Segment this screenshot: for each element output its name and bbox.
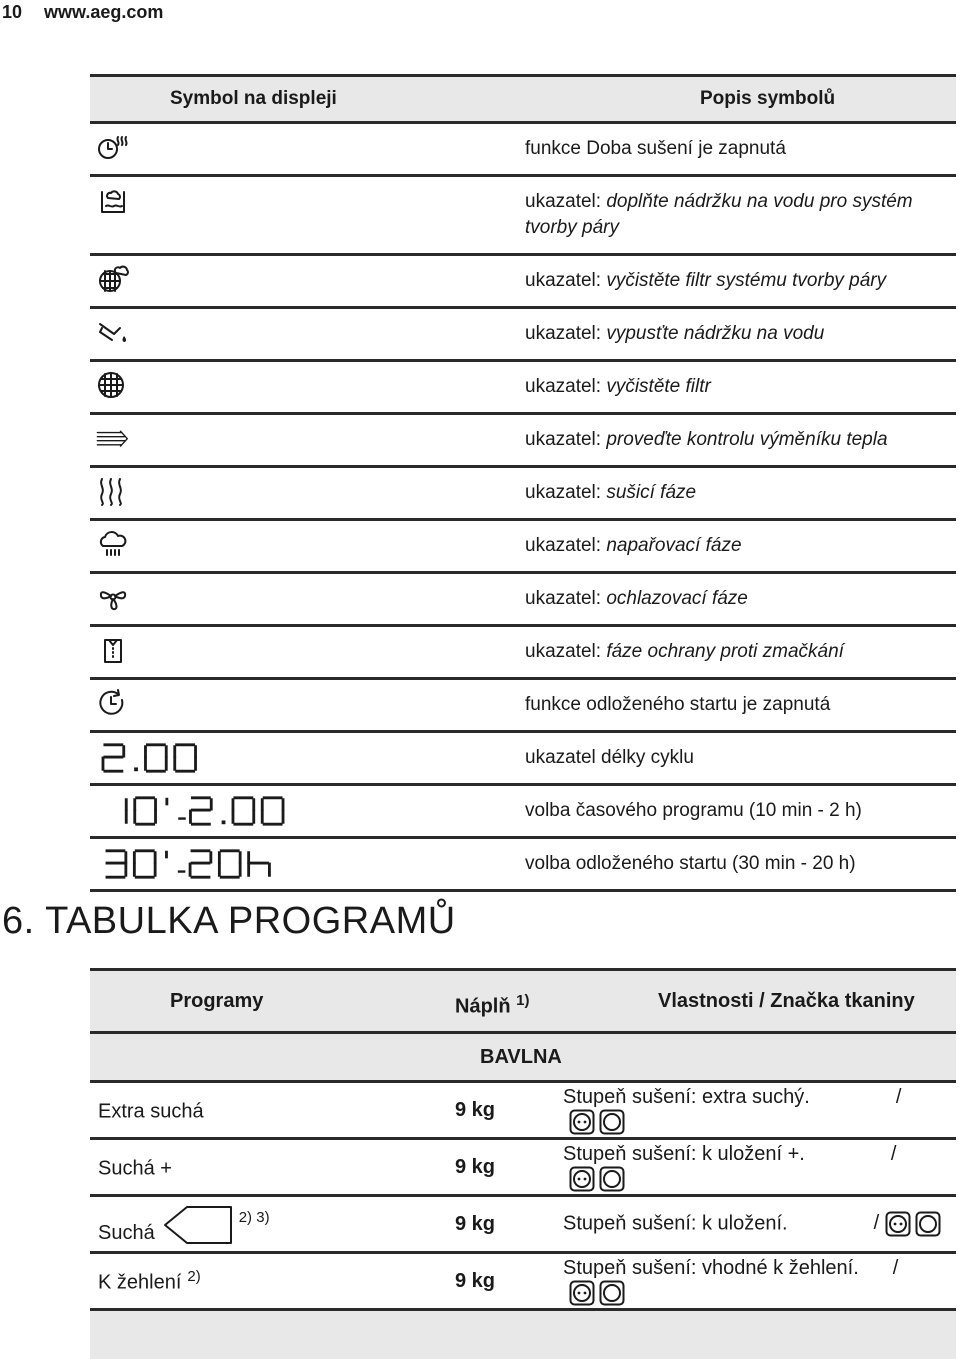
- seven-segment-display: [96, 741, 211, 775]
- description-text: ukazatel:: [525, 191, 606, 212]
- seven-segment-display: [96, 847, 287, 881]
- symbol-cell: [90, 255, 525, 308]
- symbol-row: [90, 679, 956, 732]
- description-indicator-text: vyčistěte filtr: [606, 376, 711, 397]
- description-indicator-text: doplňte nádržku na vodu pro systém tvorby páry: [525, 191, 913, 238]
- program-name-cell: [90, 1139, 455, 1196]
- group-header-cotton: BAVLNA: [90, 1033, 956, 1082]
- symbol-cell: [90, 361, 525, 414]
- description-text: ukazatel:: [525, 429, 606, 450]
- drying-phase-icon: [96, 475, 525, 507]
- property-cell: [563, 1253, 956, 1310]
- symbol-cell: [90, 785, 525, 838]
- symbol-row: [90, 520, 956, 573]
- description-indicator-text: vyčistěte filtr systému tvorby páry: [606, 270, 886, 291]
- tumble-dry-medium-icon: [885, 1211, 911, 1237]
- load-cell: 9 kg: [455, 1253, 563, 1310]
- symbol-cell: [90, 679, 525, 732]
- description-cell: [525, 414, 956, 467]
- tumble-dry-icon: [599, 1280, 625, 1306]
- separator: /: [896, 1086, 902, 1108]
- page-number: 10: [2, 2, 22, 23]
- symbol-cell: [90, 176, 525, 255]
- symbol-row: [90, 838, 956, 891]
- program-name-cell: [90, 1082, 455, 1139]
- description-text: ukazatel:: [525, 641, 606, 662]
- property-cell: [563, 1139, 956, 1196]
- symbol-cell: [90, 626, 525, 679]
- load-column-header: Náplň $^{1)}$: [455, 970, 563, 1033]
- program-note: 2) 3): [239, 1209, 270, 1226]
- symbol-cell: [90, 467, 525, 520]
- description-indicator-text: ochlazovací fáze: [606, 588, 748, 609]
- program-name: Suchá: [98, 1222, 155, 1244]
- symbol-cell: [90, 308, 525, 361]
- symbol-cell: [90, 123, 525, 176]
- tumble-dry-icon: [915, 1211, 941, 1237]
- description-cell: [525, 123, 956, 176]
- description-text: ukazatel:: [525, 588, 606, 609]
- symbol-column-header: Symbol na displeji: [90, 76, 525, 123]
- description-text: ukazatel:: [525, 482, 606, 503]
- program-row: [90, 1139, 956, 1196]
- clean-steam-filter-icon: [96, 263, 525, 295]
- description-cell: [525, 838, 956, 891]
- description-indicator-text: proveďte kontrolu výměníku tepla: [606, 429, 887, 450]
- website-link[interactable]: www.aeg.com: [44, 2, 163, 23]
- property-cell: [563, 1196, 956, 1253]
- drying-time-icon: [96, 131, 525, 163]
- symbol-cell: [90, 573, 525, 626]
- description-cell: [525, 308, 956, 361]
- properties-column-header: Vlastnosti / Značka tkaniny: [563, 970, 956, 1033]
- delay-start-icon: [96, 687, 525, 719]
- description-text: ukazatel:: [525, 323, 606, 344]
- description-text: funkce Doba sušení je zapnutá: [525, 138, 786, 159]
- symbol-row: [90, 626, 956, 679]
- symbol-row: [90, 255, 956, 308]
- description-text: volba časového programu (10 min - 2 h): [525, 800, 862, 821]
- description-text: ukazatel:: [525, 270, 606, 291]
- tumble-dry-medium-icon: [569, 1166, 595, 1192]
- symbol-row: [90, 361, 956, 414]
- tumble-dry-medium-icon: [569, 1280, 595, 1306]
- symbol-row: [90, 732, 956, 785]
- program-row: [90, 1196, 956, 1253]
- heat-exchanger-icon: [96, 422, 525, 454]
- steaming-phase-icon: [96, 528, 525, 560]
- symbol-cell: [90, 732, 525, 785]
- program-name: Extra suchá: [98, 1100, 204, 1122]
- seven-segment-display: [96, 794, 301, 828]
- symbol-cell: [90, 414, 525, 467]
- program-table: [90, 968, 956, 1359]
- section-title: 6. TABULKA PROGRAMŮ: [2, 900, 456, 943]
- description-indicator-text: napařovací fáze: [606, 535, 741, 556]
- symbol-row: [90, 176, 956, 255]
- separator: /: [893, 1257, 899, 1279]
- symbol-row: [90, 414, 956, 467]
- table-end-row: [90, 1310, 956, 1359]
- separator: /: [874, 1212, 880, 1234]
- property-text: Stupeň sušení: extra suchý.: [563, 1086, 810, 1108]
- program-name: Suchá +: [98, 1157, 172, 1179]
- tumble-dry-icon: [599, 1166, 625, 1192]
- program-row: [90, 1253, 956, 1310]
- program-name-cell: [90, 1253, 455, 1310]
- programs-column-header: Programy: [90, 970, 455, 1033]
- symbol-table: [90, 74, 956, 892]
- property-text: Stupeň sušení: k uložení.: [563, 1212, 788, 1234]
- separator: /: [891, 1143, 897, 1165]
- description-cell: [525, 626, 956, 679]
- load-cell: 9 kg: [455, 1139, 563, 1196]
- description-text: funkce odloženého startu je zapnutá: [525, 694, 830, 715]
- property-text: Stupeň sušení: k uložení +.: [563, 1143, 805, 1165]
- refill-steam-tank-icon: [96, 184, 525, 216]
- symbol-row: [90, 573, 956, 626]
- description-cell: [525, 573, 956, 626]
- anti-crease-icon: [96, 634, 525, 666]
- page-header: [0, 0, 163, 24]
- description-indicator-text: sušicí fáze: [606, 482, 696, 503]
- description-indicator-text: vypusťte nádržku na vodu: [606, 323, 824, 344]
- description-cell: [525, 467, 956, 520]
- program-name-cell: [90, 1196, 455, 1253]
- cooling-phase-icon: [96, 581, 525, 613]
- load-cell: 9 kg: [455, 1196, 563, 1253]
- description-cell: [525, 361, 956, 414]
- symbol-cell: [90, 520, 525, 573]
- program-name: K žehlení: [98, 1271, 181, 1293]
- symbol-row: [90, 785, 956, 838]
- property-text: Stupeň sušení: vhodné k žehlení.: [563, 1257, 859, 1279]
- tumble-dry-icon: [599, 1109, 625, 1135]
- program-label-icon: [163, 1203, 233, 1245]
- load-cell: 9 kg: [455, 1082, 563, 1139]
- description-indicator-text: fáze ochrany proti zmačkání: [606, 641, 844, 662]
- property-cell: [563, 1082, 956, 1139]
- description-text: ukazatel délky cyklu: [525, 747, 694, 768]
- description-cell: [525, 732, 956, 785]
- description-cell: [525, 679, 956, 732]
- symbol-row: [90, 308, 956, 361]
- description-text: ukazatel:: [525, 376, 606, 397]
- symbol-cell: [90, 838, 525, 891]
- tumble-dry-medium-icon: [569, 1109, 595, 1135]
- description-column-header: Popis symbolů: [525, 76, 956, 123]
- description-text: ukazatel:: [525, 535, 606, 556]
- symbol-row: [90, 123, 956, 176]
- clean-filter-icon: [96, 369, 525, 401]
- program-row: [90, 1082, 956, 1139]
- empty-water-tank-icon: [96, 316, 525, 348]
- program-note: 2): [187, 1268, 200, 1285]
- description-text: volba odloženého startu (30 min - 20 h): [525, 853, 856, 874]
- description-cell: [525, 255, 956, 308]
- description-cell: [525, 520, 956, 573]
- description-cell: [525, 785, 956, 838]
- symbol-row: [90, 467, 956, 520]
- description-cell: [525, 176, 956, 255]
